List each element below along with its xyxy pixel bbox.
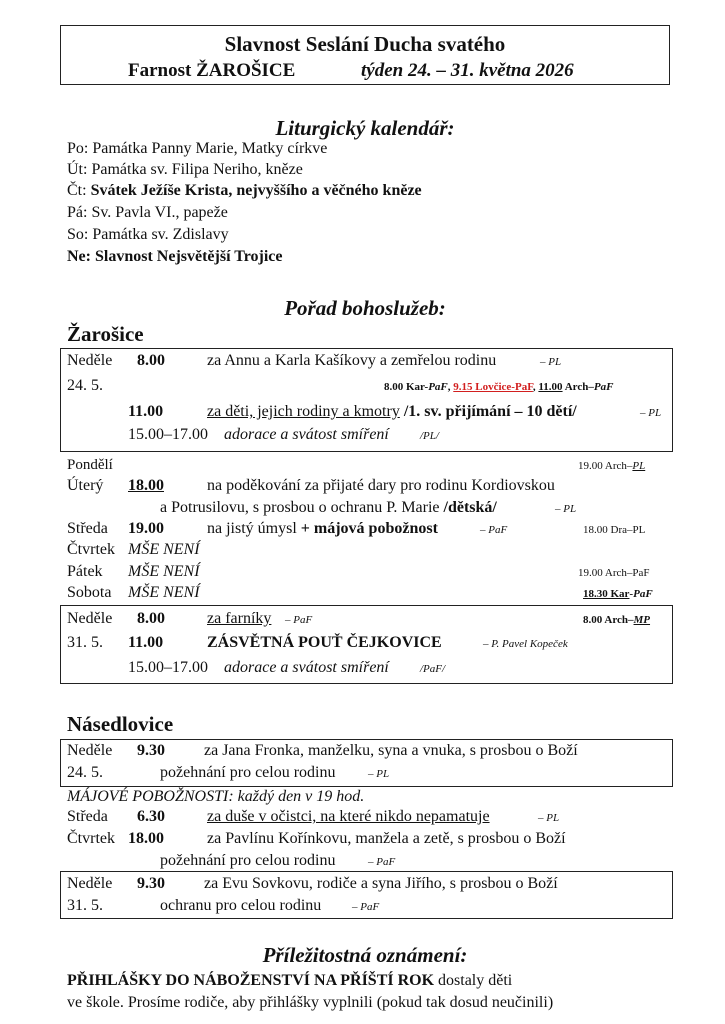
priest-paf: PaF (428, 381, 448, 393)
priest-label: /PaF/ (420, 663, 446, 675)
priest-pl: PL (632, 460, 646, 472)
date-label: 24. 5. (67, 764, 103, 781)
mass-time: 6.30 (137, 808, 165, 825)
day-label: Středa (67, 808, 108, 825)
page-title: Slavnost Seslání Ducha svatého (224, 32, 506, 56)
week-range: týden 24. – 31. května 2026 (361, 60, 574, 81)
date-label: 31. 5. (67, 897, 103, 914)
mass-intention (207, 403, 577, 421)
mass-kar: 8.00 Kar- (384, 381, 429, 393)
day-label: Neděle (67, 875, 113, 892)
liturgy-feast: Svátek Ježíše Krista, nejvyššího a věčného kněze (90, 182, 422, 199)
no-mass: MŠE NENÍ (128, 584, 200, 601)
adoration-time: 15.00–17.00 (128, 426, 208, 443)
day-label: Úterý (67, 477, 104, 494)
other-masses: 19.00 Arch–PaF (578, 567, 650, 579)
liturgy-item: Ne: Slavnost Nejsvětější Trojice (67, 248, 283, 265)
nasedlovice-heading: Násedlovice (67, 712, 174, 736)
mass-time: 18.00 (128, 830, 164, 847)
priest-paf: -PaF (629, 588, 653, 600)
liturgy-item: So: Památka sv. Zdislavy (67, 226, 229, 243)
mass-time: 19.00 (128, 520, 164, 537)
priest-label: /PL/ (420, 430, 439, 442)
liturgy-item: Po: Památka Panny Marie, Matky církve (67, 140, 328, 157)
may-devotions: MÁJOVÉ POBOŽNOSTI: každý den v 19 hod. (67, 788, 365, 805)
other-masses: 18.00 Dra–PL (583, 524, 646, 536)
announce-heading: Příležitostná oznámení: (262, 943, 468, 967)
day-label: Pátek (67, 563, 103, 580)
intention-text: a Potrusilovu, s prosbou o ochranu P. Marie (160, 499, 444, 516)
pilgrimage: ZÁSVĚTNÁ POUŤ ČEJKOVICE (207, 634, 442, 651)
mass-intention: za Annu a Karla Kašíkovy a zemřelou rodinu (207, 352, 497, 369)
day-label: Neděle (67, 610, 113, 627)
adoration: adorace a svátost smíření (224, 426, 389, 443)
day-label: Neděle (67, 352, 113, 369)
mass-intention: na poděkování za přijaté dary pro rodinu Kordiovskou (207, 477, 555, 494)
parish-name: Farnost ŽAROŠICE (128, 60, 296, 81)
liturgy-day: Čt: (67, 182, 91, 199)
mass-kar: 18.30 Kar (583, 588, 630, 600)
mass-time: 11.00 (128, 634, 164, 651)
mass-arch: 19.00 Arch– (578, 460, 633, 472)
mass-intention (160, 499, 497, 517)
childrens-mass: /dětská/ (443, 499, 497, 516)
no-mass: MŠE NENÍ (128, 541, 200, 558)
other-masses (583, 588, 653, 600)
adoration-time: 15.00–17.00 (128, 659, 208, 676)
mass-intention: ochranu pro celou rodinu (160, 897, 322, 914)
mass-intention: za Pavlínu Kořínkovu, manžela a zetě, s prosbou o Boží (207, 830, 566, 847)
other-masses (583, 614, 650, 626)
day-label: Čtvrtek (67, 541, 115, 558)
may-devotion: + májová pobožnost (300, 520, 438, 537)
priest-label: – PL (538, 812, 560, 824)
priest-label: – PL (555, 503, 577, 515)
other-masses (578, 460, 645, 472)
services-heading: Pořad bohoslužeb: (284, 296, 446, 320)
mass-intention: za Jana Fronka, manželku, syna a vnuka, s prosbou o Boží (204, 742, 578, 759)
mass-intention: požehnání pro celou rodinu (160, 852, 336, 869)
mass-arch: 8.00 Arch– (583, 614, 634, 626)
adoration: adorace a svátost smíření (224, 659, 389, 676)
other-masses (384, 381, 613, 393)
priest-label: – PaF (352, 901, 380, 913)
mass-intention: požehnání pro celou rodinu (160, 764, 336, 781)
mass-time: 8.00 (137, 610, 165, 627)
zarosice-heading: Žarošice (67, 322, 144, 346)
mass-time: 9.30 (137, 742, 165, 759)
mass-intention: za farníky (207, 610, 272, 627)
priest-label: – PL (368, 768, 390, 780)
priest-label: – PaF (368, 856, 396, 868)
priest-label: – PaF (480, 524, 508, 536)
day-label: Čtvrtek (67, 830, 115, 847)
mass-arch: Arch– (562, 381, 594, 393)
day-label: Pondělí (67, 457, 113, 473)
day-label: Sobota (67, 584, 112, 601)
liturgy-heading: Liturgický kalendář: (275, 116, 455, 140)
intention-text: za děti, jejich rodiny a kmotry (207, 403, 400, 420)
priest-paf: PaF (593, 381, 614, 393)
announce-emphasis: PŘIHLÁŠKY DO NÁBOŽENSTVÍ NA PŘÍŠTÍ ROK (67, 972, 435, 989)
mass-time: 9.30 (137, 875, 165, 892)
date-label: 31. 5. (67, 634, 103, 651)
separator: , (447, 381, 454, 393)
priest-mp: MP (633, 614, 651, 626)
mass-intention: za Evu Sovkovu, rodiče a syna Jiřího, s prosbou o Boží (204, 875, 558, 892)
mass-time: 18.00 (128, 477, 164, 494)
priest-label: – PaF (285, 614, 313, 626)
intention-text: na jistý úmysl (207, 520, 301, 537)
separator: , (532, 381, 539, 393)
announce-line (67, 972, 512, 990)
announce-line: ve škole. Prosíme rodiče, aby přihlášky vyplnili (pokud tak dosud neučinili) (67, 994, 554, 1011)
no-mass: MŠE NENÍ (128, 563, 200, 580)
first-communion: /1. sv. přijímání – 10 dětí/ (399, 403, 577, 420)
mass-intention (207, 520, 438, 538)
liturgy-item: Út: Památka sv. Filipa Neriho, kněze (67, 161, 303, 178)
mass-time: 8.00 (137, 352, 165, 369)
liturgy-item (67, 182, 422, 200)
mass-intention: za duše v očistci, na které nikdo nepamatuje (207, 808, 490, 825)
date-label: 24. 5. (67, 377, 103, 394)
priest-label: – PL (540, 356, 562, 368)
liturgy-item: Pá: Sv. Pavla VI., papeže (67, 204, 228, 221)
mass-arch-time: 11.00 (538, 381, 563, 393)
day-label: Neděle (67, 742, 113, 759)
priest-label: – PL (640, 407, 662, 419)
day-label: Středa (67, 520, 108, 537)
mass-lovcice: 9.15 Lovčice-PaF (453, 381, 533, 393)
announce-text: dostaly děti (434, 972, 513, 989)
mass-time: 11.00 (128, 403, 164, 420)
priest-label: – P. Pavel Kopeček (483, 638, 568, 650)
